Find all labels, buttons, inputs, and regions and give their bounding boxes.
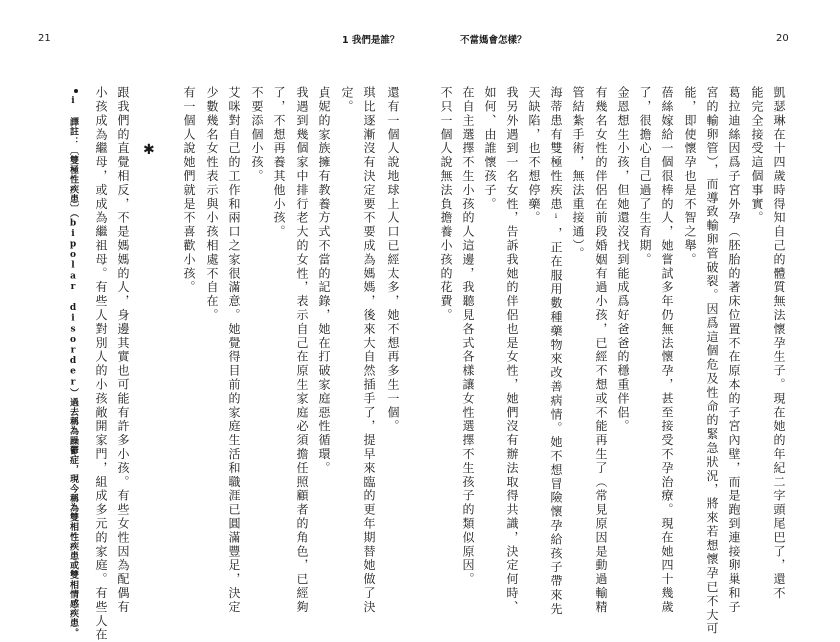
body-line: 少數幾名女性表示與小孩相處不自在。 bbox=[205, 86, 219, 323]
body-line: 葛拉迪絲因爲子宮外孕（胚胎的著床位置不在原本的子宮內壁，而是跑到連接卵巢和子 bbox=[727, 86, 741, 615]
running-head: 1 我們是誰？ bbox=[342, 35, 400, 46]
body-line: 還有一個人說地球上人口已經太多，她不想再多生一個。 bbox=[386, 86, 400, 434]
body-line: 我遇到幾個家中排行老大的女性，表示自己在原生家庭必須擔任照顧者的角色，已經夠 bbox=[295, 86, 309, 615]
body-line: 能，即使懷孕也是不智之舉。 bbox=[683, 86, 697, 267]
body-line: 能完全接受這個事實。 bbox=[750, 86, 764, 225]
body-line: 跟我們的直覺相反，不是媽媽的人，身邊其實也可能有許多小孩。有些女性因為配偶有 bbox=[116, 86, 130, 615]
body-line: 管結紮手術，無法重接通）。 bbox=[571, 86, 585, 261]
running-head: 不當媽會怎樣？ bbox=[460, 35, 527, 46]
body-line: 定。 bbox=[340, 86, 354, 114]
page-number: 21 bbox=[38, 33, 51, 44]
body-line: 海蒂患有雙極性疾患ⁱ，正在服用數種藥物來改善病情。她不想冒險懷孕給孩子帶來先 bbox=[549, 86, 563, 617]
body-line: 在自主選擇不生小孩的人這邊，我聽見各式各樣讓女性選擇不生孩子的類似原因。 bbox=[461, 86, 475, 587]
body-line: 琪比逐漸沒有決定要不要成為媽媽，後來大自然插手了，提早來臨的更年期替她做了決 bbox=[362, 86, 376, 615]
body-line: 了，很擔心自己過了生育期。 bbox=[638, 86, 652, 267]
body-line: 不只一個人說無法負擔養小孩的花費。 bbox=[439, 86, 453, 323]
body-line: 貞妮的家族擁有教養方式不當的記錄，她在打破家庭惡性循環。 bbox=[317, 86, 331, 476]
body-line: 小孩成為繼母，或成為繼祖母。有些人對別人的小孩敞開家門，組成多元的家庭。有些人在 bbox=[94, 86, 108, 642]
footnote-marker bbox=[74, 89, 78, 93]
body-line: 凱瑟琳在十四歲時得知自己的體質無法懷孕生子。現在她的年紀二字頭尾巴了，還不 bbox=[772, 86, 786, 601]
body-line: 有一個人說她們就是不喜歡小孩。 bbox=[182, 86, 196, 295]
body-line: 天缺陷，也不想停藥。 bbox=[527, 86, 541, 225]
body-line: 有幾名女性的伴侶在前段婚姻有過小孩，已經不想或不能再生了（常見原因是動過輸精 bbox=[594, 86, 608, 615]
page-number: 20 bbox=[776, 33, 789, 44]
section-break-star: ✱ bbox=[143, 142, 155, 158]
body-line: 如何、由誰懷孩子。 bbox=[483, 86, 497, 212]
body-line: 金恩想生小孩，但她還沒找到能成爲好爸爸的穩重伴侶。 bbox=[616, 86, 630, 434]
body-line: 蓓絲嫁給一個很棒的人，她嘗試多年仍無法懷孕，甚至接受不孕治療。現在她四十幾歲 bbox=[660, 86, 674, 615]
right-page bbox=[420, 0, 840, 636]
body-line: 艾咪對自己的工作和兩口之家很滿意。她覺得目前的家庭生活和職涯已圓滿豐足，決定 bbox=[227, 86, 241, 615]
body-line: 不要添個小孩。 bbox=[250, 86, 264, 184]
body-line: 了，不想再養其他小孩。 bbox=[272, 86, 286, 239]
body-line: 宮的輸卵管），而導致輸卵管破裂。因爲這個危及性命的緊急狀況，將來若想懷孕已不大可 bbox=[705, 86, 719, 636]
translator-note: i 譯註：〔雙極性疾患〕（bipolar disorder）過去稱為躁鬱症，現今稱為雙相性疾患或雙相情感疾患。 bbox=[68, 96, 78, 638]
body-line: 我另外遇到一名女性，告訴我她的伴侶也是女性，她們沒有辦法取得共識，決定何時、 bbox=[505, 86, 519, 615]
